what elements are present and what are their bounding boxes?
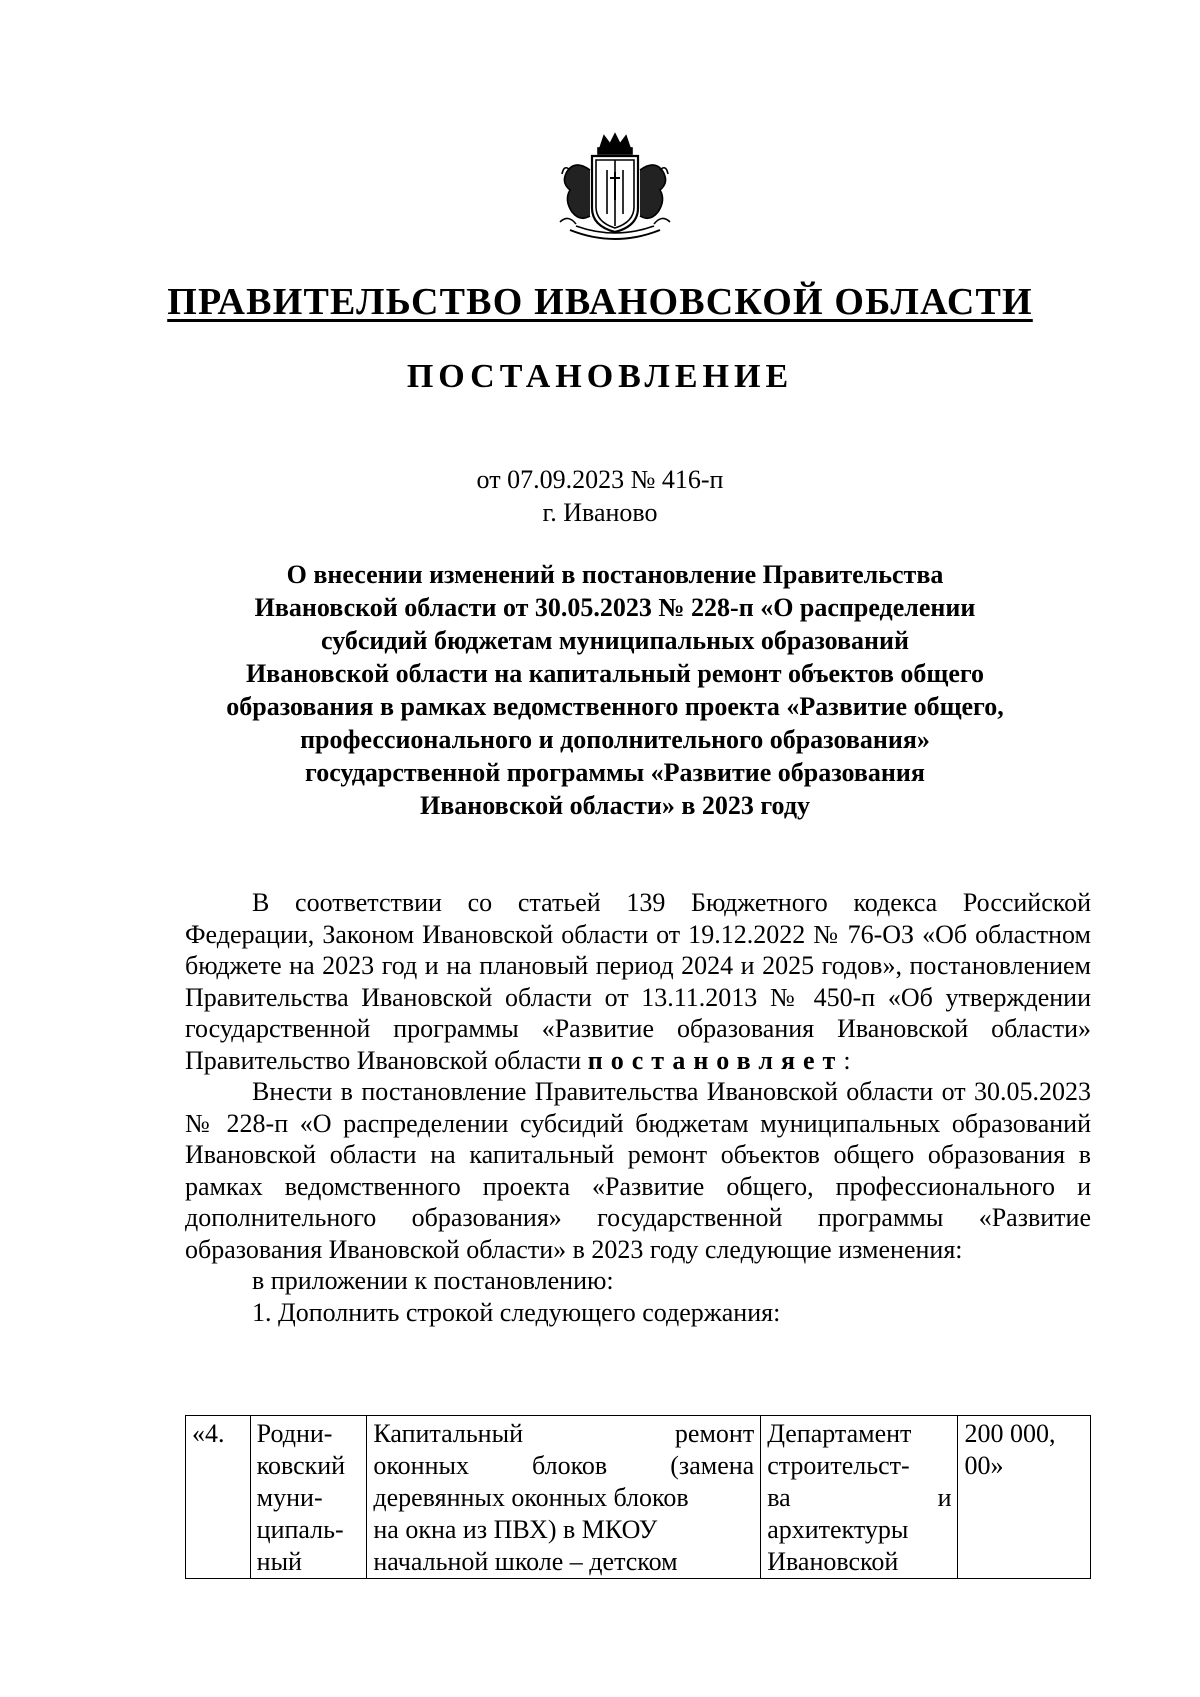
appendix-table <box>185 1415 1091 1579</box>
document-kind: ПОСТАНОВЛЕНИЕ <box>406 358 794 395</box>
department-word: и <box>937 1483 952 1512</box>
municipality-line: муни- <box>256 1483 323 1512</box>
amount-line: 200 000, <box>964 1419 1056 1448</box>
amount-cell <box>958 1416 1091 1579</box>
description-line <box>373 1450 754 1482</box>
subject-line: Ивановской области на капитальный ремонт объектов общего <box>245 659 985 688</box>
body-paragraph-item: 1. Дополнить строкой следующего содержания: <box>252 1297 781 1327</box>
resolves-word: постановляет <box>587 1045 844 1075</box>
document-date-number: от 07.09.2023 № 416-п <box>476 465 724 494</box>
row-number: «4. <box>192 1419 225 1448</box>
body-paragraph-amend: Внести в постановление Правительства Ивановской области от 30.05.2023 № 228-п «О распределении субсидий бюджетам муниципальных образований Ивановской области на капитальный ремонт объектов общего образования в рамках ведомственного проекта «Развитие общего, профессионального и дополнительного образования» государственной программы «Развитие образования Ивановской области» в 2023 году следующие изменения: <box>185 1077 1091 1264</box>
department-line: Департамент <box>767 1419 912 1448</box>
description-word: блоков <box>532 1451 608 1480</box>
preamble-text: В соответствии со статьей 139 Бюджетного кодекса Российской Федерации, Законом Ивановской области от 19.12.2022 № 76-ОЗ «Об областном бюджете на 2023 год и на плановый период 2024 и 2025 годов», постановлением Правительства Ивановской области от 13.11.2013 № 450-п «Об утверждении государственной программы «Развитие образования Ивановской области» Правительство Ивановской области <box>185 888 1091 1075</box>
table-row <box>186 1416 1091 1579</box>
description-word: ремонт <box>674 1419 755 1448</box>
preamble-end: : <box>843 1045 851 1075</box>
department-word: ва <box>767 1483 791 1512</box>
document-body <box>185 887 1091 1328</box>
subject-line: О внесении изменений в постановление Правительства <box>286 560 944 589</box>
description-line: начальной школе – детском <box>373 1547 678 1576</box>
municipality-line: ковский <box>256 1451 346 1480</box>
department-cell <box>761 1416 958 1579</box>
document-city: г. Иваново <box>542 498 658 527</box>
department-line <box>767 1482 951 1514</box>
department-line: архитектуры <box>767 1515 909 1544</box>
body-paragraph-appendix: в приложении к постановлению: <box>252 1266 614 1295</box>
municipality-line: ципаль- <box>256 1515 344 1544</box>
coat-of-arms-icon <box>550 130 680 250</box>
department-line: строительст- <box>767 1451 910 1480</box>
subject-line: Ивановской области» в 2023 году <box>420 791 810 820</box>
municipality-line: Родни- <box>256 1419 333 1448</box>
row-number-cell <box>186 1416 251 1579</box>
department-line: Ивановской <box>767 1547 899 1576</box>
subject-line: образования в рамках ведомственного проекта «Развитие общего, <box>226 692 1004 721</box>
amount-line: 00» <box>964 1451 1004 1480</box>
subject-line: профессионального и дополнительного образования» <box>300 725 930 754</box>
subject-line: субсидий бюджетам муниципальных образований <box>321 626 909 655</box>
government-title: ПРАВИТЕЛЬСТВО ИВАНОВСКОЙ ОБЛАСТИ <box>167 281 1033 323</box>
body-paragraph-preamble <box>185 887 1091 1076</box>
subject-line: государственной программы «Развитие образования <box>305 758 925 787</box>
description-line <box>373 1418 754 1450</box>
description-line: на окна из ПВХ) в МКОУ <box>373 1515 658 1544</box>
description-word: оконных <box>373 1451 469 1480</box>
description-word: Капитальный <box>373 1419 523 1448</box>
municipality-cell <box>250 1416 367 1579</box>
description-cell <box>367 1416 761 1579</box>
subject-line: Ивановской области от 30.05.2023 № 228-п «О распределении <box>254 593 976 622</box>
description-word: (замена <box>670 1451 755 1480</box>
municipality-line: ный <box>256 1547 302 1576</box>
description-line: деревянных оконных блоков <box>373 1483 689 1512</box>
document-subject <box>140 558 1090 822</box>
